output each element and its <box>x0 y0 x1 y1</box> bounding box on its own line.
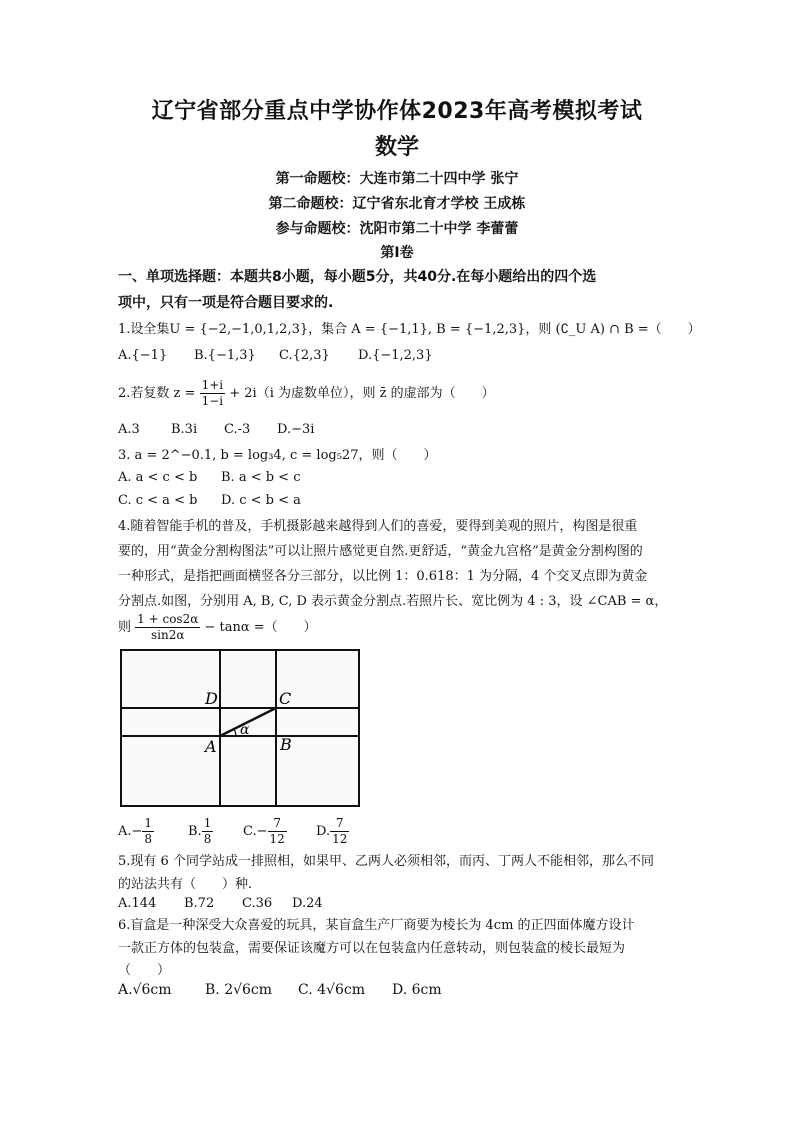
q1-stem: 1.设全集U = {−2,−1,0,1,2,3}，集合 A = {−1,1}, B = {−1,2,3}，则 (∁_U A) ∩ B =（ ） <box>118 322 701 337</box>
q4-option-c <box>243 816 287 847</box>
q6-option-c: C. 4√6cm <box>298 982 365 998</box>
q4-option-a-label: A.− <box>118 824 143 839</box>
angle-label-alpha: α <box>240 722 250 738</box>
q2-option-c: C.-3 <box>224 422 251 437</box>
q6-option-b: B. 2√6cm <box>205 982 273 998</box>
q4-ask-suffix: − tanα =（ ） <box>204 620 317 635</box>
point-label-b: B <box>280 735 292 754</box>
subject-title: 数学 <box>374 135 419 160</box>
q3-stem: 3. a = 2^−0.1, b = log₃4, c = log₅27，则（ ） <box>118 448 437 463</box>
volume-label: 第Ⅰ卷 <box>380 245 414 261</box>
q4-option-c-fraction <box>268 816 287 847</box>
q4-option-a-num: 1 <box>144 816 153 830</box>
q5-line-2: 的站法共有（ ）种. <box>118 877 253 892</box>
q3-option-a: A. a < c < b <box>118 470 198 485</box>
q3-option-d: D. c < b < a <box>221 493 301 508</box>
q1-option-b: B.{−1,3} <box>194 348 256 363</box>
q5-line-1: 5.现有 6 个同学站成一排照相，如果甲、乙两人必须相邻，而丙、丁两人不能相邻，那么不同 <box>118 854 654 869</box>
q4-option-d-label: D. <box>316 824 331 839</box>
q4-line-4: 分割点.如图，分别用 A, B, C, D 表示黄金分割点.若照片长、宽比例为 4 : 3，设 ∠CAB = α， <box>118 594 668 609</box>
q4-option-c-label: C.− <box>243 824 268 839</box>
setter-line-3: 参与命题校：沈阳市第二十中学 李蕾蕾 <box>275 221 519 237</box>
q2-stem-prefix: 2.若复数 z = <box>118 386 196 401</box>
q2-option-b: B.3i <box>171 422 198 437</box>
q4-ask <box>118 612 317 643</box>
point-label-a: A <box>205 737 217 756</box>
q3-option-c: C. c < a < b <box>118 493 198 508</box>
q6-line-1: 6.盲盒是一种深受大众喜爱的玩具，某盲盒生产厂商要为棱长为 4cm 的正四面体魔方设计 <box>118 918 635 933</box>
q4-fraction-denominator: sin2α <box>151 628 185 642</box>
q4-option-d-den: 12 <box>332 832 348 846</box>
q4-option-b-den: 8 <box>203 832 212 846</box>
q1-option-a: A.{−1} <box>118 348 168 363</box>
q4-option-b <box>188 816 213 847</box>
q4-option-a-den: 8 <box>144 832 153 846</box>
q4-option-b-label: B. <box>188 824 202 839</box>
q2-stem-suffix: + 2i（i 为虚数单位），则 z̄ 的虚部为（ ） <box>229 386 495 401</box>
q2-fraction <box>200 378 226 409</box>
q6-line-2: 一款正方体的包装盒，需要保证该魔方可以在包装盒内任意转动，则包装盒的棱长最短为 <box>118 941 626 956</box>
q2-stem <box>118 378 495 409</box>
q4-option-d-fraction <box>330 816 349 847</box>
point-label-d: D <box>205 689 218 708</box>
q4-option-d <box>316 816 349 847</box>
q5-option-b: B.72 <box>184 896 215 911</box>
q2-fraction-numerator: 1+i <box>201 378 224 392</box>
q4-option-c-den: 12 <box>269 832 285 846</box>
section-heading-line-1: 一、单项选择题：本题共8小题，每小题5分，共40分.在每小题给出的四个选 <box>118 269 597 285</box>
q4-option-b-num: 1 <box>203 816 212 830</box>
q6-line-3: （ ） <box>118 963 171 978</box>
q2-fraction-denominator: 1−i <box>201 394 224 408</box>
q5-option-a: A.144 <box>118 896 157 911</box>
q4-fraction-numerator: 1 + cos2α <box>137 612 199 626</box>
setter-line-2: 第二命题校：辽宁省东北育才学校 王成栋 <box>268 196 526 212</box>
q2-option-d: D.−3i <box>277 422 315 437</box>
q2-option-a: A.3 <box>118 422 140 437</box>
golden-grid-figure <box>116 646 364 810</box>
section-heading-line-2: 项中，只有一项是符合题目要求的. <box>118 295 334 311</box>
q1-option-d: D.{−1,2,3} <box>358 348 433 363</box>
point-label-c: C <box>279 689 292 708</box>
q6-option-a: A.√6cm <box>118 982 172 998</box>
q4-option-a-fraction <box>142 816 154 847</box>
q4-line-3: 一种形式，是指把画面横竖各分三部分，以比例 1：0.618：1 为分隔，4 个交叉点即为黄金 <box>118 569 648 584</box>
q4-option-a <box>118 816 154 847</box>
q3-option-b: B. a < b < c <box>221 470 301 485</box>
exam-title: 辽宁省部分重点中学协作体2023年高考模拟考试 <box>151 99 643 124</box>
q5-option-d: D.24 <box>292 896 323 911</box>
q4-option-c-num: 7 <box>268 816 287 832</box>
q4-ask-prefix: 则 <box>118 620 132 635</box>
setter-line-1: 第一命题校：大连市第二十四中学 张宁 <box>275 171 519 187</box>
q1-option-c: C.{2,3} <box>279 348 330 363</box>
q4-line-1: 4.随着智能手机的普及，手机摄影越来越得到人们的喜爱，要得到美观的照片，构图是很重 <box>118 519 638 534</box>
q6-option-d: D. 6cm <box>392 982 442 998</box>
q4-line-2: 要的，用“黄金分割构图法”可以让照片感觉更自然.更舒适，“黄金九宫格”是黄金分割构图的 <box>118 544 643 559</box>
q4-fraction <box>135 612 200 643</box>
q4-option-b-fraction <box>202 816 214 847</box>
q4-option-d-num: 7 <box>330 816 349 832</box>
q5-option-c: C.36 <box>242 896 273 911</box>
